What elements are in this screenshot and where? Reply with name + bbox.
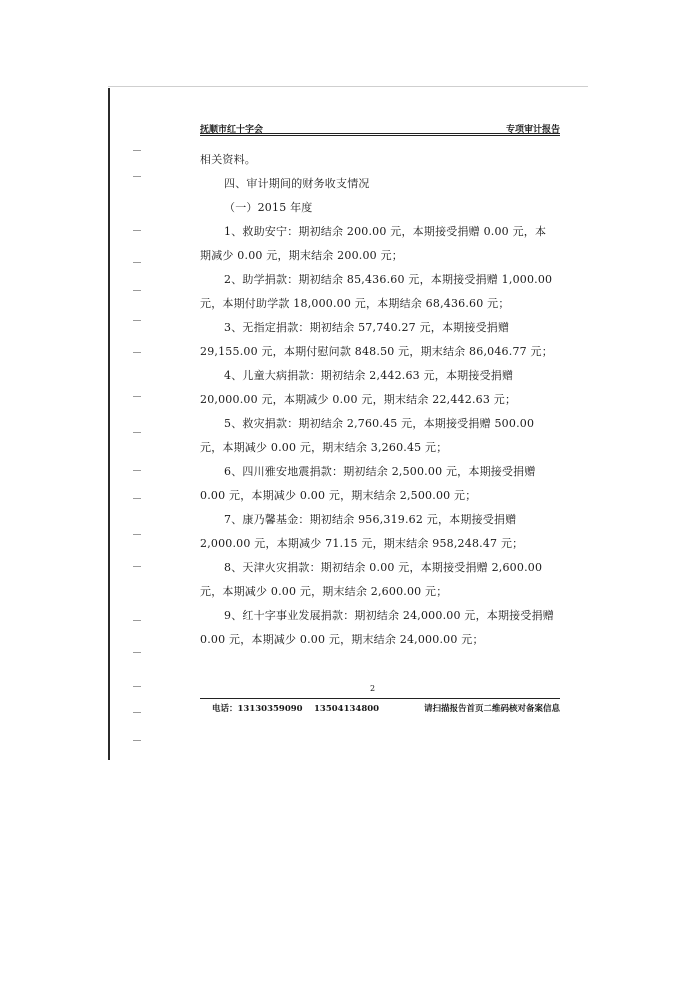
contact-phone: 电话：13130359090 13504134800 <box>212 704 380 714</box>
report-body <box>200 148 556 652</box>
body-line: 相关资料。 <box>200 153 256 166</box>
scan-left-edge <box>108 88 110 760</box>
fund-item: 7、康乃馨基金：期初结余 956,319.62 元，本期接受捐赠 2,000.00 元，本期减少 71.15 元，期末结余 958,248.47 元； <box>200 513 524 550</box>
header-rule <box>200 133 560 136</box>
footer-rule <box>200 698 560 699</box>
report-type: 专项审计报告 <box>505 125 560 135</box>
subsection-heading: （一）2015 年度 <box>224 201 313 214</box>
page-footer <box>200 701 560 715</box>
page-number: 2 <box>370 684 376 693</box>
fund-item: 5、救灾捐款：期初结余 2,760.45 元，本期接受捐赠 500.00 元，本期减少 0.00 元，期末结余 3,260.45 元； <box>200 417 535 454</box>
fund-item: 8、天津火灾捐款：期初结余 0.00 元，本期接受捐赠 2,600.00 元，本期减少 0.00 元，期末结余 2,600.00 元； <box>200 561 543 598</box>
section-heading: 四、审计期间的财务收支情况 <box>224 177 370 190</box>
fund-item: 9、红十字事业发展捐款：期初结余 24,000.00 元，本期接受捐赠 0.00 元，本期减少 0.00 元，期末结余 24,000.00 元； <box>200 609 554 646</box>
fund-item: 4、儿童大病捐款：期初结余 2,442.63 元，本期接受捐赠 20,000.00 元，本期减少 0.00 元，期末结余 22,442.63 元； <box>200 369 517 406</box>
fund-item: 1、救助安宁：期初结余 200.00 元，本期接受捐赠 0.00 元，本期减少 0.00 元，期末结余 200.00 元； <box>200 225 547 262</box>
fund-item: 3、无指定捐款：期初结余 57,740.27 元，本期接受捐赠 29,155.00 元，本期付慰问款 848.50 元，期末结余 86,046.77 元； <box>200 321 553 358</box>
fund-item: 2、助学捐款：期初结余 85,436.60 元，本期接受捐赠 1,000.00 元，本期付助学款 18,000.00 元，本期结余 68,436.60 元； <box>200 273 553 310</box>
scan-top-edge <box>108 86 588 87</box>
org-name: 抚顺市红十字会 <box>200 125 264 135</box>
fund-item: 6、四川雅安地震捐款：期初结余 2,500.00 元，本期接受捐赠 0.00 元，本期减少 0.00 元，期末结余 2,500.00 元； <box>200 465 536 502</box>
verification-note: 请扫描报告首页二维码核对备案信息 <box>423 704 560 714</box>
